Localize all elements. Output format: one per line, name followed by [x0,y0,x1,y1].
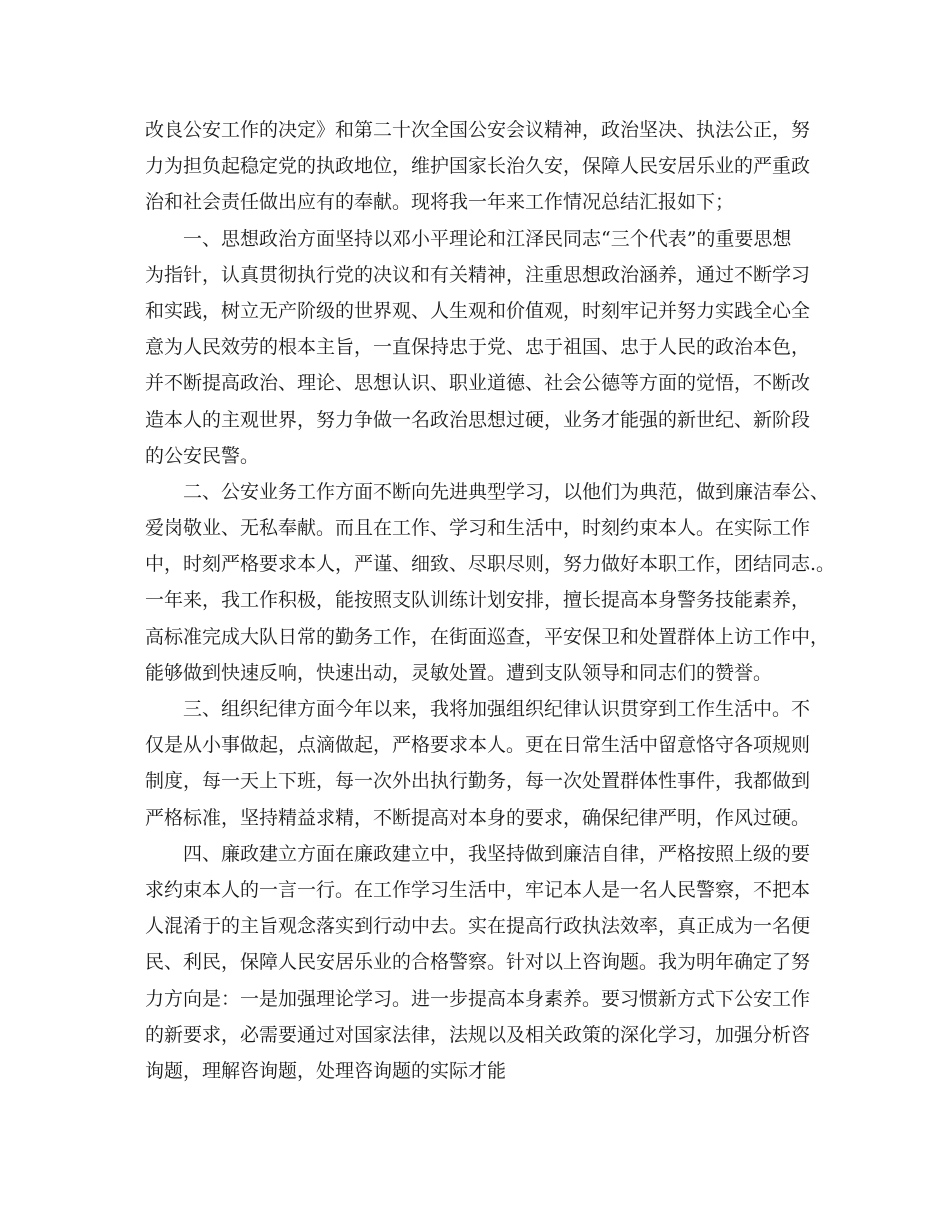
text-line: 为指针，认真贯彻执行党的决议和有关精神，注重思想政治涵养，通过不断学习 [145,263,811,286]
text-line: 和实践，树立无产阶级的世界观、人生观和价值观，时刻牢记并努力实践全心全 [145,299,811,322]
text-line: 力为担负起稳定党的执政地位，维护国家长治久安，保障人民安居乐业的严重政 [145,155,811,178]
text-line: 民、利民，保障人民安居乐业的合格警察。针对以上咨询题。我为明年确定了努 [145,951,811,974]
text-line: 力方向是：一是加强理论学习。进一步提高本身素养。要习惯新方式下公安工作 [145,987,811,1010]
text-line: 制度，每一天上下班，每一次外出执行勤务，每一次处置群体性事件，我都做到 [145,770,811,793]
text-line: 改良公安工作的决定》和第二十次全国公安会议精神，政治坚决、执法公正，努 [145,119,811,141]
text-line: 意为人民效劳的根本主旨，一直保持忠于党、忠于祖国、忠于人民的政治本色， [145,336,811,359]
text-line: 人混淆于的主旨观念落实到行动中去。实在提高行政执法效率，真正成为一名便 [145,915,811,938]
text-line: 求约束本人的一言一行。在工作学习生活中，牢记本人是一名人民警察，不把本 [145,878,811,901]
text-line: 询题，理解咨询题，处理咨询题的实际才能 [145,1059,507,1082]
text-line: 能够做到快速反响，快速出动，灵敏处置。遭到支队领导和同志们的赞誉。 [145,661,773,684]
text-line: 爱岗敬业、无私奉献。而且在工作、学习和生活中，时刻约束本人。在实际工作 [145,517,811,540]
text-line: 中，时刻严格要求本人，严谨、细致、尽职尽则，努力做好本职工作，团结同志.。 [145,553,836,576]
paragraph-4-first-line: 四、廉政建立方面在廉政建立中，我坚持做到廉洁自律，严格按照上级的要 [183,842,811,865]
text-line: 治和社会责任做出应有的奉献。现将我一年来工作情况总结汇报如下； [145,191,735,214]
document-body [145,112,836,1089]
text-line: 高标准完成大队日常的勤务工作，在街面巡查，平安保卫和处置群体上访工作中， [145,625,830,648]
text-line: 一年来，我工作积极，能按照支队训练计划安排，擅长提高本身警务技能素养， [145,589,811,612]
text-line: 严格标准，坚持精益求精，不断提高对本身的要求，确保纪律严明，作风过硬。 [145,806,811,829]
text-line: 造本人的主观世界，努力争做一名政治思想过硬，业务才能强的新世纪、新阶段 [145,408,811,431]
paragraph-1-first-line: 一、思想政治方面坚持以邓小平理论和江泽民同志“三个代表”的重要思想 [183,227,792,250]
text-line: 的新要求，必需要通过对国家法律，法规以及相关政策的深化学习，加强分析咨 [145,1023,811,1046]
text-line: 并不断提高政治、理论、思想认识、职业道德、社会公德等方面的觉悟，不断改 [145,372,811,395]
text-line: 的公安民警。 [145,444,260,467]
paragraph-2-first-line: 二、公安业务工作方面不断向先进典型学习，以他们为典范，做到廉洁奉公、 [183,480,830,503]
text-line: 仅是从小事做起，点滴做起，严格要求本人。更在日常生活中留意恪守各项规则 [145,734,811,757]
paragraph-3-first-line: 三、组织纪律方面今年以来，我将加强组织纪律认识贯穿到工作生活中。不 [183,698,811,720]
